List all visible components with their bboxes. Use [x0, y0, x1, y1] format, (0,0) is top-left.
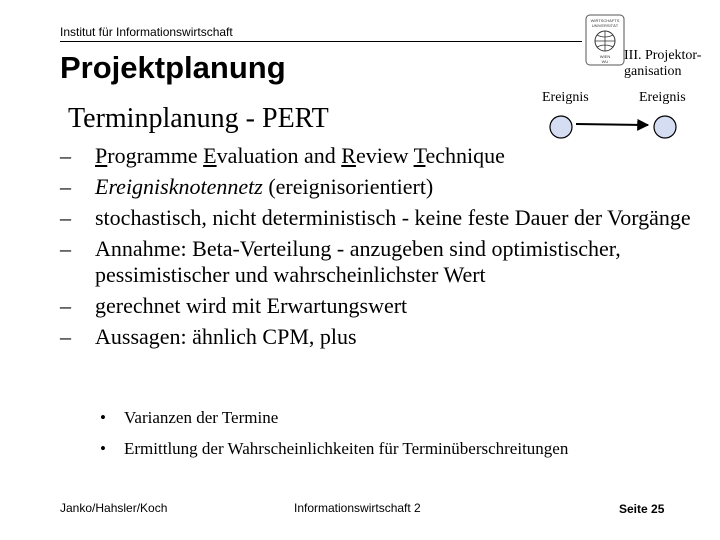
bullet-item: [60, 293, 700, 319]
slide-title: Projektplanung: [60, 50, 286, 85]
bullet-text: (ereignisorientiert): [262, 174, 434, 199]
footer-authors: Janko/Hahsler/Koch: [60, 501, 168, 515]
header-rule: [60, 41, 582, 42]
dash-marker: –: [60, 174, 71, 199]
pert-initial: E: [203, 143, 217, 168]
event-node-right: [654, 116, 676, 138]
bullet-item: [60, 205, 700, 231]
university-logo: [582, 14, 628, 66]
sub-bullet-item: [100, 439, 568, 459]
bullet-item: [60, 324, 700, 350]
pert-event-diagram: [540, 110, 690, 146]
institute-name: Institut für Informationswirtschaft: [60, 25, 233, 39]
bullet-item: [60, 143, 700, 169]
dash-marker: –: [60, 205, 71, 230]
dash-marker: –: [60, 143, 71, 168]
footer-course: Informationswirtschaft 2: [294, 501, 421, 515]
bullet-text: Annahme: Beta-Verteilung - anzugeben sind optimistischer, pessimistischer und wahrscheinlichster Wert: [95, 236, 621, 287]
sub-bullet-item: [100, 408, 568, 428]
bullet-italic-term: Ereignisknotennetz: [95, 174, 263, 199]
sub-bullet-text: Varianzen der Termine: [124, 408, 279, 427]
event-label-right: Ereignis: [639, 90, 686, 105]
sub-bullet-list: [100, 408, 568, 470]
bullet-text: stochastisch, nicht deterministisch - keine feste Dauer der Vorgänge: [95, 205, 691, 230]
pert-initial: R: [341, 143, 356, 168]
activity-arrow: [576, 124, 648, 125]
logo-text-2: UNIVERSITÄT: [591, 23, 619, 28]
logo-text-1: WIRTSCHAFTS: [590, 18, 620, 23]
bullet-item: [60, 236, 700, 288]
pert-expansion: Programme Evaluation and Review Technique: [95, 143, 505, 168]
bullet-text: Aussagen: ähnlich CPM, plus: [95, 324, 357, 349]
pert-initial: T: [413, 143, 426, 168]
slide-subtitle: Terminplanung - PERT: [68, 103, 329, 134]
dash-marker: –: [60, 293, 71, 318]
event-label-left: Ereignis: [542, 90, 589, 105]
bullet-text: gerechnet wird mit Erwartungswert: [95, 293, 408, 318]
logo-text-4: WU: [601, 59, 609, 64]
dash-marker: –: [60, 324, 71, 349]
page-number: Seite 25: [619, 502, 665, 516]
bullet-item: [60, 174, 700, 200]
event-node-left: [550, 116, 572, 138]
dot-marker: •: [100, 408, 106, 427]
pert-initial: P: [95, 143, 108, 168]
bullet-list: [60, 143, 700, 355]
section-label: III. Projektor- ganisation: [624, 48, 702, 79]
dot-marker: •: [100, 439, 106, 458]
logo-text-3: WIEN: [599, 54, 611, 59]
dash-marker: –: [60, 236, 71, 261]
sub-bullet-text: Ermittlung der Wahrscheinlichkeiten für Terminüberschreitungen: [124, 439, 569, 458]
